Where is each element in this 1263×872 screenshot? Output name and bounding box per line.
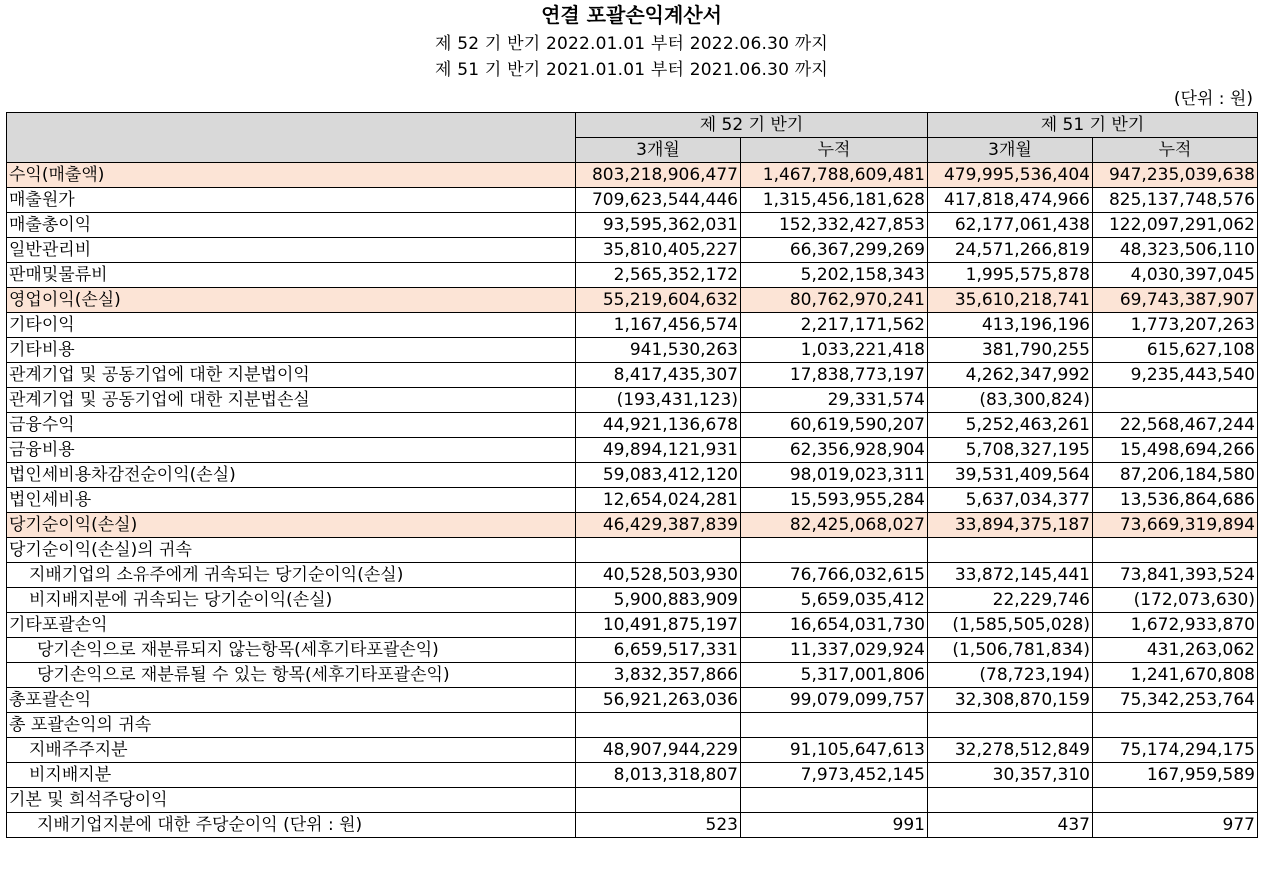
row-value: 1,995,575,878 xyxy=(928,263,1093,288)
row-label: 지배기업지분에 대한 주당순이익 (단위 : 원) xyxy=(7,813,576,838)
row-value: 32,278,512,849 xyxy=(928,738,1093,763)
row-value: 10,491,875,197 xyxy=(576,613,741,638)
statement-title: 연결 포괄손익계산서 xyxy=(541,3,722,27)
row-value: 152,332,427,853 xyxy=(741,213,928,238)
row-value: 59,083,412,120 xyxy=(576,463,741,488)
row-value: 5,708,327,195 xyxy=(928,438,1093,463)
row-value: (172,073,630) xyxy=(1093,588,1258,613)
row-value: 3,832,357,866 xyxy=(576,663,741,688)
row-label: 판매및물류비 xyxy=(7,263,576,288)
table-row xyxy=(7,663,1258,688)
row-value: 75,342,253,764 xyxy=(1093,688,1258,713)
row-label: 당기순이익(손실) xyxy=(7,513,576,538)
row-label: 비지배지분 xyxy=(7,763,576,788)
row-value: (193,431,123) xyxy=(576,388,741,413)
table-row xyxy=(7,563,1258,588)
income-statement-table xyxy=(6,112,1258,838)
row-value: 5,202,158,343 xyxy=(741,263,928,288)
row-value: 40,528,503,930 xyxy=(576,563,741,588)
period-current: 제 52 기 반기 2022.01.01 부터 2022.06.30 까지 xyxy=(435,34,828,54)
row-value: 413,196,196 xyxy=(928,313,1093,338)
row-label: 기본 및 희석주당이익 xyxy=(7,788,576,813)
row-value: 1,315,456,181,628 xyxy=(741,188,928,213)
row-label: 기타비용 xyxy=(7,338,576,363)
row-value xyxy=(576,538,741,563)
table-row xyxy=(7,413,1258,438)
row-value: (83,300,824) xyxy=(928,388,1093,413)
row-value: 29,331,574 xyxy=(741,388,928,413)
row-value: 35,610,218,741 xyxy=(928,288,1093,313)
row-value: 947,235,039,638 xyxy=(1093,163,1258,188)
row-value xyxy=(1093,388,1258,413)
row-value: 76,766,032,615 xyxy=(741,563,928,588)
row-value: 56,921,263,036 xyxy=(576,688,741,713)
row-value: 24,571,266,819 xyxy=(928,238,1093,263)
table-row xyxy=(7,213,1258,238)
header-blank xyxy=(7,113,576,163)
row-value: 93,595,362,031 xyxy=(576,213,741,238)
table-row xyxy=(7,188,1258,213)
header-current-cum: 누적 xyxy=(741,138,928,163)
row-value xyxy=(576,788,741,813)
row-label: 일반관리비 xyxy=(7,238,576,263)
row-label: 총포괄손익 xyxy=(7,688,576,713)
row-value: 16,654,031,730 xyxy=(741,613,928,638)
row-value: 13,536,864,686 xyxy=(1093,488,1258,513)
row-value: 82,425,068,027 xyxy=(741,513,928,538)
row-value: 437 xyxy=(928,813,1093,838)
table-row xyxy=(7,363,1258,388)
period-prior: 제 51 기 반기 2021.01.01 부터 2021.06.30 까지 xyxy=(435,60,828,80)
row-value: 1,241,670,808 xyxy=(1093,663,1258,688)
row-value: 431,263,062 xyxy=(1093,638,1258,663)
row-value: 1,033,221,418 xyxy=(741,338,928,363)
table-row xyxy=(7,813,1258,838)
row-value: 6,659,517,331 xyxy=(576,638,741,663)
row-value: 55,219,604,632 xyxy=(576,288,741,313)
row-value: 39,531,409,564 xyxy=(928,463,1093,488)
row-value xyxy=(576,713,741,738)
row-value: 5,252,463,261 xyxy=(928,413,1093,438)
row-value: 9,235,443,540 xyxy=(1093,363,1258,388)
table-row xyxy=(7,288,1258,313)
row-value: 5,637,034,377 xyxy=(928,488,1093,513)
row-value: 5,900,883,909 xyxy=(576,588,741,613)
row-label: 영업이익(손실) xyxy=(7,288,576,313)
row-value xyxy=(1093,788,1258,813)
row-label: 금융비용 xyxy=(7,438,576,463)
table-row xyxy=(7,638,1258,663)
row-value: 1,773,207,263 xyxy=(1093,313,1258,338)
row-value: 60,619,590,207 xyxy=(741,413,928,438)
table-row xyxy=(7,388,1258,413)
row-label: 매출총이익 xyxy=(7,213,576,238)
row-value: 98,019,023,311 xyxy=(741,463,928,488)
row-value: 825,137,748,576 xyxy=(1093,188,1258,213)
row-value: 1,467,788,609,481 xyxy=(741,163,928,188)
row-value: 4,030,397,045 xyxy=(1093,263,1258,288)
row-value: 75,174,294,175 xyxy=(1093,738,1258,763)
row-value: 2,217,171,562 xyxy=(741,313,928,338)
row-value: 46,429,387,839 xyxy=(576,513,741,538)
row-value: 62,177,061,438 xyxy=(928,213,1093,238)
row-value: 523 xyxy=(576,813,741,838)
row-value: 122,097,291,062 xyxy=(1093,213,1258,238)
row-value: 479,995,536,404 xyxy=(928,163,1093,188)
unit-label: (단위 : 원) xyxy=(1173,89,1253,109)
row-value: (78,723,194) xyxy=(928,663,1093,688)
row-value: 5,659,035,412 xyxy=(741,588,928,613)
row-value: 11,337,029,924 xyxy=(741,638,928,663)
table-row xyxy=(7,513,1258,538)
row-value: 381,790,255 xyxy=(928,338,1093,363)
row-value: 417,818,474,966 xyxy=(928,188,1093,213)
row-value: 1,672,933,870 xyxy=(1093,613,1258,638)
table-row xyxy=(7,238,1258,263)
row-value: 30,357,310 xyxy=(928,763,1093,788)
row-value xyxy=(928,788,1093,813)
row-value xyxy=(928,538,1093,563)
row-label: 총 포괄손익의 귀속 xyxy=(7,713,576,738)
row-label: 관계기업 및 공동기업에 대한 지분법이익 xyxy=(7,363,576,388)
header-prior: 제 51 기 반기 xyxy=(928,113,1258,138)
row-label: 법인세비용 xyxy=(7,488,576,513)
row-label: 비지배지분에 귀속되는 당기순이익(손실) xyxy=(7,588,576,613)
row-value: 73,669,319,894 xyxy=(1093,513,1258,538)
row-value xyxy=(741,713,928,738)
row-value: 48,323,506,110 xyxy=(1093,238,1258,263)
row-value: 941,530,263 xyxy=(576,338,741,363)
row-value: 167,959,589 xyxy=(1093,763,1258,788)
row-label: 매출원가 xyxy=(7,188,576,213)
row-value xyxy=(741,538,928,563)
table-row xyxy=(7,688,1258,713)
row-value: 15,498,694,266 xyxy=(1093,438,1258,463)
row-label: 관계기업 및 공동기업에 대한 지분법손실 xyxy=(7,388,576,413)
row-value xyxy=(928,713,1093,738)
header-current-3m: 3개월 xyxy=(576,138,741,163)
table-row xyxy=(7,538,1258,563)
row-value: 8,013,318,807 xyxy=(576,763,741,788)
row-value: 17,838,773,197 xyxy=(741,363,928,388)
row-value xyxy=(741,788,928,813)
row-label: 기타이익 xyxy=(7,313,576,338)
table-row xyxy=(7,488,1258,513)
row-label: 수익(매출액) xyxy=(7,163,576,188)
header-current: 제 52 기 반기 xyxy=(576,113,928,138)
header-prior-cum: 누적 xyxy=(1093,138,1258,163)
row-value: 66,367,299,269 xyxy=(741,238,928,263)
row-value: 44,921,136,678 xyxy=(576,413,741,438)
table-row xyxy=(7,163,1258,188)
row-value: 4,262,347,992 xyxy=(928,363,1093,388)
row-value xyxy=(1093,713,1258,738)
row-value: 803,218,906,477 xyxy=(576,163,741,188)
row-value: (1,585,505,028) xyxy=(928,613,1093,638)
row-label: 법인세비용차감전순이익(손실) xyxy=(7,463,576,488)
table-row xyxy=(7,463,1258,488)
row-value: 5,317,001,806 xyxy=(741,663,928,688)
row-value: 7,973,452,145 xyxy=(741,763,928,788)
row-value: 8,417,435,307 xyxy=(576,363,741,388)
table-row xyxy=(7,713,1258,738)
row-value: 48,907,944,229 xyxy=(576,738,741,763)
row-value: 99,079,099,757 xyxy=(741,688,928,713)
row-label: 금융수익 xyxy=(7,413,576,438)
row-value: 33,872,145,441 xyxy=(928,563,1093,588)
row-value: 1,167,456,574 xyxy=(576,313,741,338)
row-value: 22,229,746 xyxy=(928,588,1093,613)
table-row xyxy=(7,313,1258,338)
row-label: 기타포괄손익 xyxy=(7,613,576,638)
table-row xyxy=(7,788,1258,813)
row-label: 당기손익으로 재분류될 수 있는 항목(세후기타포괄손익) xyxy=(7,663,576,688)
row-value: 977 xyxy=(1093,813,1258,838)
table-row xyxy=(7,613,1258,638)
row-value: 62,356,928,904 xyxy=(741,438,928,463)
row-value: 49,894,121,931 xyxy=(576,438,741,463)
row-label: 지배기업의 소유주에게 귀속되는 당기순이익(손실) xyxy=(7,563,576,588)
row-value xyxy=(1093,538,1258,563)
row-value: 73,841,393,524 xyxy=(1093,563,1258,588)
row-value: 12,654,024,281 xyxy=(576,488,741,513)
row-label: 지배주주지분 xyxy=(7,738,576,763)
row-label: 당기순이익(손실)의 귀속 xyxy=(7,538,576,563)
header-prior-3m: 3개월 xyxy=(928,138,1093,163)
table-row xyxy=(7,738,1258,763)
row-value: 15,593,955,284 xyxy=(741,488,928,513)
row-value: 80,762,970,241 xyxy=(741,288,928,313)
row-value: 35,810,405,227 xyxy=(576,238,741,263)
row-value: 87,206,184,580 xyxy=(1093,463,1258,488)
row-value: 991 xyxy=(741,813,928,838)
table-row xyxy=(7,438,1258,463)
row-value: 91,105,647,613 xyxy=(741,738,928,763)
row-value: 615,627,108 xyxy=(1093,338,1258,363)
row-value: (1,506,781,834) xyxy=(928,638,1093,663)
row-label: 당기손익으로 재분류되지 않는항목(세후기타포괄손익) xyxy=(7,638,576,663)
table-row xyxy=(7,588,1258,613)
table-row xyxy=(7,763,1258,788)
header-row-period xyxy=(7,113,1258,138)
row-value: 2,565,352,172 xyxy=(576,263,741,288)
row-value: 709,623,544,446 xyxy=(576,188,741,213)
row-value: 69,743,387,907 xyxy=(1093,288,1258,313)
table-row xyxy=(7,338,1258,363)
row-value: 22,568,467,244 xyxy=(1093,413,1258,438)
row-value: 33,894,375,187 xyxy=(928,513,1093,538)
table-row xyxy=(7,263,1258,288)
row-value: 32,308,870,159 xyxy=(928,688,1093,713)
